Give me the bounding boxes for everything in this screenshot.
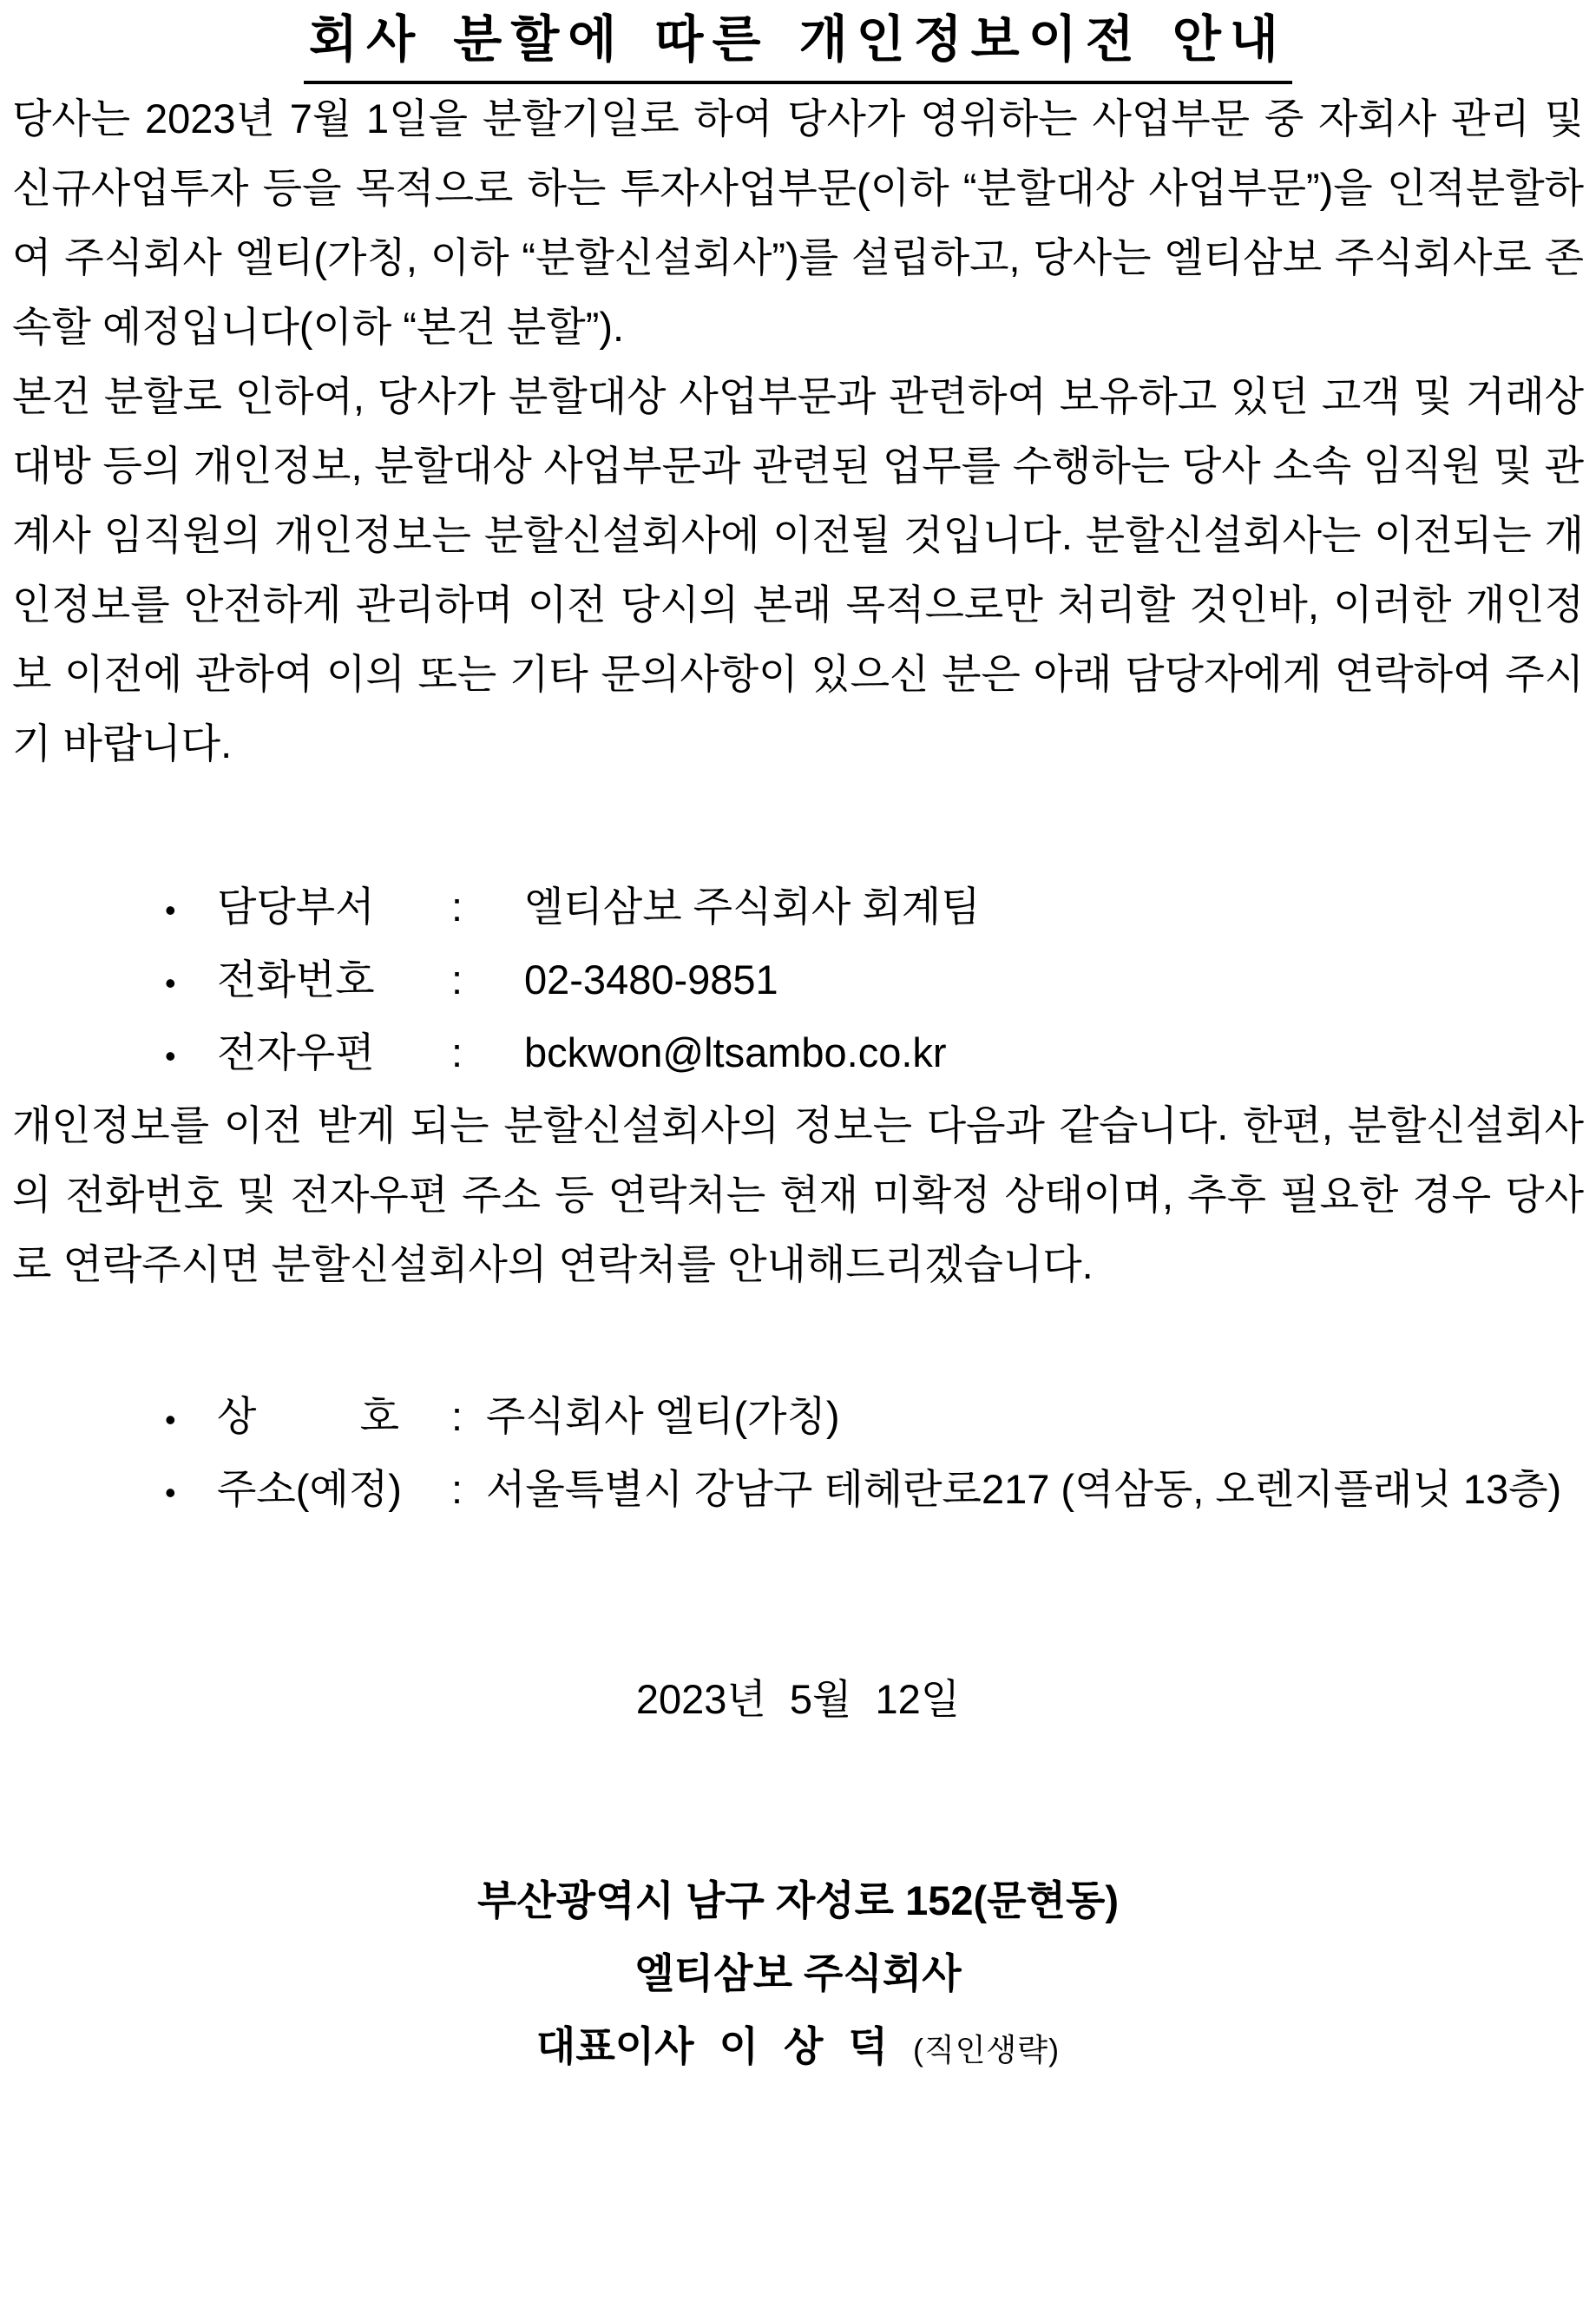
item-label: 주소(예정) — [217, 1466, 402, 1513]
date-line: 2023년 5월 12일 — [635, 1676, 961, 1723]
page-title — [12, 7, 1584, 84]
ceo-name: 대표이사 이 상 덕 — [535, 2023, 888, 2070]
paragraph-transfer-details: 본건 분할로 인하여, 당사가 분할대상 사업부문과 관련하여 보유하고 있던 고객 및 거래상대방 등의 개인정보, 분할대상 사업부문과 관련된 업무를 수행하는 당사 소속 임직원 및 관계사 임직원의 개인정보는 분할신설회사에 이전될 것입니다. 분할신설회사는 이전되는 개인정보를 안전하게 관리하며 이전 당시의 본래 목적으로만 처리할 것인바, 이러한 개인정보 이전에 관하여 이의 또는 기타 문의사항이 있으신 분은 아래 담당자에게 연락하여 주시기 바랍니다. — [12, 373, 1584, 767]
bullet-icon: • — [165, 1475, 176, 1511]
list-item-company-name — [165, 1382, 1584, 1455]
list-item-email — [165, 1018, 1584, 1091]
item-label: 전자우편 — [217, 1029, 375, 1076]
item-label: 담당부서 — [217, 884, 375, 930]
item-label: 전화번호 — [217, 956, 375, 1003]
item-value: 엘티삼보 주식회사 회계팀 — [524, 884, 981, 930]
paragraph-new-company-info: 개인정보를 이전 받게 되는 분할신설회사의 정보는 다음과 같습니다. 한편, 분할신설회사의 전화번호 및 전자우편 주소 등 연락처는 현재 미확정 상태이며, 추후 필요한 경우 당사로 연락주시면 분할신설회사의 연락처를 안내해드리겠습니다. — [12, 1102, 1584, 1288]
item-value: 서울특별시 강남구 테헤란로217 (역삼동, 오렌지플래닛 13층) — [486, 1466, 1562, 1513]
footer-address: 부산광역시 남구 자성로 152(문현동) — [476, 1877, 1120, 1924]
new-company-list — [12, 1382, 1584, 1528]
item-value: 주식회사 엘티(가칭) — [486, 1393, 840, 1440]
paragraph-division-notice: 당사는 2023년 7월 1일을 분할기일로 하여 당사가 영위하는 사업부문 중 자회사 관리 및 신규사업투자 등을 목적으로 하는 투자사업부문(이하 “분할대상 사업부문”)을 인적분할하여 주식회사 엘티(가칭, 이하 “분할신설회사”)를 설립하고, 당사는 엘티삼보 주식회사로 존속할 예정입니다(이하 “본건 분할”). — [12, 95, 1584, 351]
title-text: 회사 분할에 따른 개인정보이전 안내 — [304, 7, 1292, 84]
footer-block — [12, 1864, 1584, 2087]
bullet-icon: • — [165, 1038, 176, 1075]
item-value: bckwon@ltsambo.co.kr — [524, 1029, 947, 1076]
list-item-company-address — [165, 1455, 1584, 1528]
list-item-department — [165, 872, 1584, 945]
item-label: 상 호 — [217, 1393, 399, 1440]
item-value: 02-3480-9851 — [524, 956, 778, 1003]
footer-ceo-line — [12, 2010, 1584, 2087]
bullet-icon: • — [165, 892, 176, 929]
seal-note: (직인생략) — [912, 2032, 1061, 2068]
item-separator: : — [451, 1393, 463, 1440]
bullet-icon: • — [165, 1402, 176, 1438]
contact-list — [12, 872, 1584, 1091]
item-separator: : — [451, 884, 463, 930]
bullet-icon: • — [165, 965, 176, 1002]
list-item-phone — [165, 945, 1584, 1018]
item-separator: : — [451, 1029, 463, 1076]
document-page — [0, 7, 1596, 2314]
item-separator: : — [451, 1466, 463, 1513]
item-separator: : — [451, 956, 463, 1003]
footer-company-name: 엘티삼보 주식회사 — [634, 1950, 962, 1997]
